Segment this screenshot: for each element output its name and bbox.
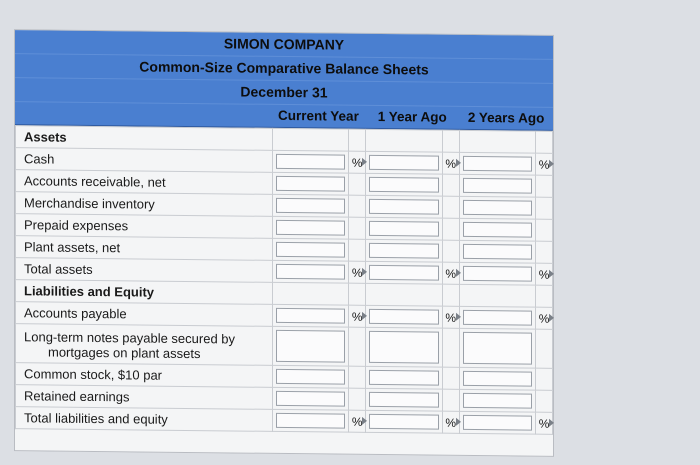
row-label: Total assets bbox=[16, 258, 273, 283]
amount-input[interactable] bbox=[463, 222, 533, 238]
table-row bbox=[16, 407, 553, 435]
amount-input[interactable] bbox=[276, 330, 346, 363]
flag-icon bbox=[549, 270, 554, 278]
amount-input[interactable] bbox=[463, 156, 533, 172]
amount-input[interactable] bbox=[276, 264, 346, 280]
percent-sign: % bbox=[445, 415, 456, 430]
row-label: Plant assets, net bbox=[16, 236, 273, 261]
amount-input[interactable] bbox=[276, 242, 346, 258]
amount-input[interactable] bbox=[463, 393, 533, 409]
amount-input[interactable] bbox=[369, 199, 439, 215]
percent-sign: % bbox=[351, 265, 363, 280]
row-label: Cash bbox=[16, 148, 273, 173]
amount-input[interactable] bbox=[276, 154, 346, 170]
percent-sign: % bbox=[538, 157, 550, 172]
row-label: Retained earnings bbox=[16, 385, 273, 410]
amount-input[interactable] bbox=[463, 310, 533, 326]
column-1-year-ago: 1 Year Ago bbox=[377, 108, 447, 125]
percent-sign: % bbox=[351, 155, 363, 170]
amount-input[interactable] bbox=[463, 332, 533, 365]
amount-input[interactable] bbox=[276, 391, 346, 407]
amount-input[interactable] bbox=[369, 243, 439, 259]
percent-sign: % bbox=[538, 311, 550, 326]
percent-sign: % bbox=[445, 156, 456, 171]
amount-input[interactable] bbox=[276, 413, 346, 429]
amount-input[interactable] bbox=[369, 177, 439, 193]
percent-sign: % bbox=[445, 310, 456, 325]
column-current-year: Current Year bbox=[278, 107, 359, 124]
amount-input[interactable] bbox=[369, 370, 439, 386]
company-name: SIMON COMPANY bbox=[15, 30, 553, 60]
balance-table bbox=[15, 125, 553, 435]
amount-input[interactable] bbox=[463, 178, 533, 194]
percent-sign: % bbox=[351, 414, 363, 429]
row-label-line2: mortgages on plant assets bbox=[48, 344, 201, 362]
balance-sheet-form bbox=[14, 29, 554, 457]
sheet-header bbox=[15, 30, 553, 131]
amount-input[interactable] bbox=[369, 155, 439, 171]
amount-input[interactable] bbox=[463, 415, 533, 431]
flag-icon bbox=[549, 419, 554, 427]
amount-input[interactable] bbox=[463, 244, 533, 260]
row-label: Liabilities and Equity bbox=[16, 280, 273, 305]
amount-input[interactable] bbox=[276, 308, 346, 324]
amount-input[interactable] bbox=[463, 371, 533, 387]
amount-input[interactable] bbox=[369, 309, 439, 325]
amount-input[interactable] bbox=[276, 176, 346, 192]
row-label: Merchandise inventory bbox=[16, 192, 273, 217]
statement-date: December 31 bbox=[15, 78, 553, 108]
amount-input[interactable] bbox=[463, 266, 533, 282]
amount-input[interactable] bbox=[369, 265, 439, 281]
flag-icon bbox=[549, 160, 554, 168]
row-label-line1: Long-term notes payable secured by bbox=[24, 329, 236, 347]
column-2-years-ago: 2 Years Ago bbox=[467, 109, 545, 126]
flag-icon bbox=[549, 314, 554, 322]
row-label bbox=[16, 324, 273, 366]
row-label: Assets bbox=[16, 126, 273, 151]
percent-sign: % bbox=[538, 416, 550, 431]
row-label: Accounts payable bbox=[16, 302, 273, 327]
amount-input[interactable] bbox=[276, 220, 346, 236]
row-label: Prepaid expenses bbox=[16, 214, 273, 239]
row-label: Total liabilities and equity bbox=[16, 407, 273, 432]
amount-input[interactable] bbox=[276, 198, 346, 214]
amount-input[interactable] bbox=[369, 392, 439, 408]
percent-sign: % bbox=[445, 266, 456, 281]
row-label: Accounts receivable, net bbox=[16, 170, 273, 195]
amount-input[interactable] bbox=[369, 221, 439, 237]
amount-input[interactable] bbox=[276, 369, 346, 385]
amount-input[interactable] bbox=[369, 331, 439, 364]
table-row bbox=[16, 324, 553, 369]
row-label: Common stock, $10 par bbox=[16, 363, 273, 388]
percent-sign: % bbox=[538, 267, 550, 282]
amount-input[interactable] bbox=[463, 200, 533, 216]
percent-sign: % bbox=[351, 309, 363, 324]
statement-title: Common-Size Comparative Balance Sheets bbox=[15, 54, 553, 84]
amount-input[interactable] bbox=[369, 414, 439, 430]
